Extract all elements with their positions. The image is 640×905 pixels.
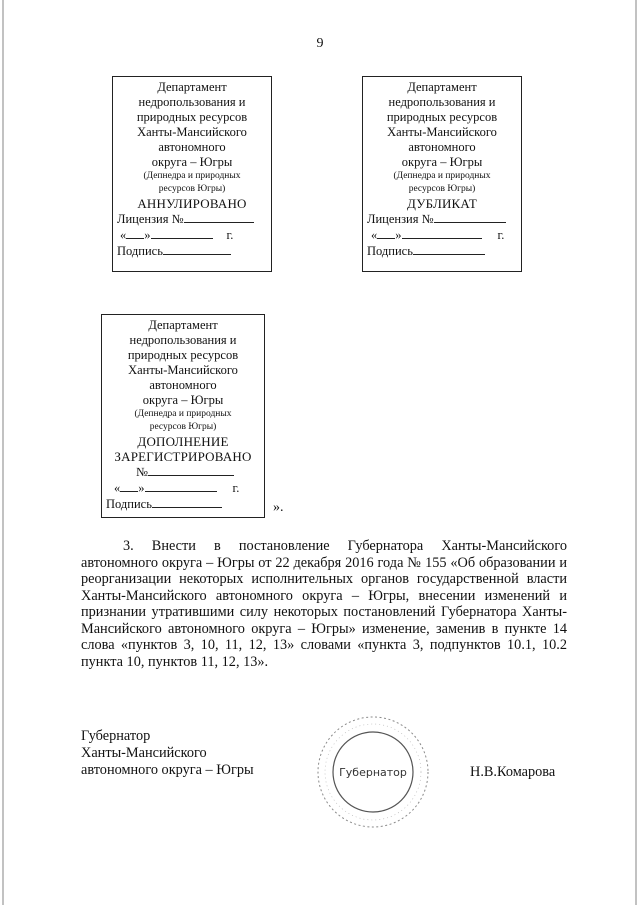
day-blank bbox=[126, 227, 144, 239]
stamp-org-line: Департамент bbox=[157, 80, 227, 94]
stamp-date-row bbox=[117, 227, 267, 243]
year-suffix: г. bbox=[226, 228, 234, 242]
stamp-status-line: ДОПОЛНЕНИЕ bbox=[137, 434, 229, 449]
signature-label: Подпись bbox=[117, 244, 163, 258]
page-edge-left bbox=[2, 0, 4, 905]
stamp-org-line: недропользования и bbox=[388, 95, 496, 109]
signatory-title-line: Губернатор bbox=[81, 728, 151, 744]
stamp-abbr-line: (Депнедра и природных bbox=[143, 171, 241, 181]
stamp-org-line: природных ресурсов bbox=[136, 110, 248, 124]
stamp-org-line: Ханты-Мансийского bbox=[137, 125, 247, 139]
year-suffix: г. bbox=[497, 228, 505, 242]
stamp-abbr-line: ресурсов Югры) bbox=[149, 422, 217, 432]
stamp-org-line: природных ресурсов bbox=[386, 110, 498, 124]
number-label: № bbox=[136, 465, 148, 479]
signatory-title-line: автономного округа – Югры bbox=[81, 762, 254, 778]
date-close-quote: » bbox=[138, 481, 145, 495]
signatory-title bbox=[81, 728, 254, 779]
license-blank bbox=[184, 211, 254, 223]
month-blank bbox=[151, 227, 213, 239]
stamp-signature-row bbox=[106, 496, 260, 512]
stamp-signature-row bbox=[367, 243, 517, 259]
stamp-annulled bbox=[112, 76, 272, 272]
stamp-license-row bbox=[367, 211, 517, 227]
license-label: Лицензия № bbox=[117, 212, 184, 226]
date-close-quote: » bbox=[395, 228, 402, 242]
stamp-org-line: Департамент bbox=[148, 318, 218, 332]
stamp-addition-registered bbox=[101, 314, 265, 518]
stamp-org-line: недропользования и bbox=[138, 95, 246, 109]
stamp-org-line: Ханты-Мансийского bbox=[128, 363, 238, 377]
license-blank bbox=[434, 211, 506, 223]
number-blank bbox=[148, 464, 234, 476]
stamp-status: АННУЛИРОВАНО bbox=[137, 196, 247, 211]
year-suffix: г. bbox=[232, 481, 240, 495]
stamp-abbr-line: (Депнедра и природных bbox=[393, 171, 491, 181]
date-open-quote: « bbox=[371, 228, 378, 242]
month-blank bbox=[145, 480, 217, 492]
signature-blank bbox=[163, 243, 231, 255]
signature-label: Подпись bbox=[367, 244, 413, 258]
stamp-org-line: автономного bbox=[158, 140, 226, 154]
signatory-title-line: Ханты-Мансийского bbox=[81, 745, 207, 761]
page-edge-right bbox=[635, 0, 637, 905]
clause-3-paragraph: 3. Внести в постановление Губернатора Ханты-Мансийского автономного округа – Югры от 22 декабря 2016 года № 155 «Об образовании и реорганизации некоторых исполнительных органов государственной власти Ханты-Мансийского автономного округа – Югры, внесении изменений и признании утратившими силу некоторых постановлений Губернатора Ханты-Мансийского автономного округа – Югры» изменение, заменив в пункте 14 слова «пунктов 3, 10, 11, 12, 13» словами «пункта 3, подпунктов 10.1, 10.2 пункта 10, пунктов 11, 12, 13». bbox=[81, 538, 567, 670]
stamp-abbr-line: (Депнедра и природных bbox=[134, 409, 232, 419]
signature-blank bbox=[152, 496, 222, 508]
stamp-org-line: автономного bbox=[149, 378, 217, 392]
stamp-org-line: Ханты-Мансийского bbox=[387, 125, 497, 139]
day-blank bbox=[120, 480, 138, 492]
stamp-org-line: округа – Югры bbox=[401, 155, 483, 169]
date-open-quote: « bbox=[114, 481, 121, 495]
closing-quote: ». bbox=[273, 500, 284, 515]
stamp-org-line: автономного bbox=[408, 140, 476, 154]
license-label: Лицензия № bbox=[367, 212, 434, 226]
stamp-signature-row bbox=[117, 243, 267, 259]
stamp-org-line: недропользования и bbox=[129, 333, 237, 347]
seal-text: Губернатор bbox=[339, 766, 407, 779]
signature-label: Подпись bbox=[106, 497, 152, 511]
stamp-date-row bbox=[367, 227, 517, 243]
stamp-duplicate bbox=[362, 76, 522, 272]
date-close-quote: » bbox=[144, 228, 151, 242]
stamp-status-line: ЗАРЕГИСТРИРОВАНО bbox=[114, 449, 252, 464]
stamp-org-line: округа – Югры bbox=[151, 155, 233, 169]
stamp-org-line: Департамент bbox=[407, 80, 477, 94]
signatory-name: Н.В.Комарова bbox=[470, 764, 556, 780]
month-blank bbox=[402, 227, 482, 239]
stamp-org-line: округа – Югры bbox=[142, 393, 224, 407]
stamp-status: ДУБЛИКАТ bbox=[406, 196, 478, 211]
stamp-date-row bbox=[106, 480, 260, 496]
governor-seal-stamp bbox=[313, 712, 433, 832]
stamp-abbr-line: ресурсов Югры) bbox=[158, 184, 226, 194]
date-open-quote: « bbox=[120, 228, 127, 242]
stamp-number-row bbox=[106, 464, 260, 480]
signature-blank bbox=[413, 243, 485, 255]
stamp-abbr-line: ресурсов Югры) bbox=[408, 184, 476, 194]
stamp-license-row bbox=[117, 211, 267, 227]
stamp-org-line: природных ресурсов bbox=[127, 348, 239, 362]
day-blank bbox=[377, 227, 395, 239]
page-number: 9 bbox=[316, 36, 324, 51]
